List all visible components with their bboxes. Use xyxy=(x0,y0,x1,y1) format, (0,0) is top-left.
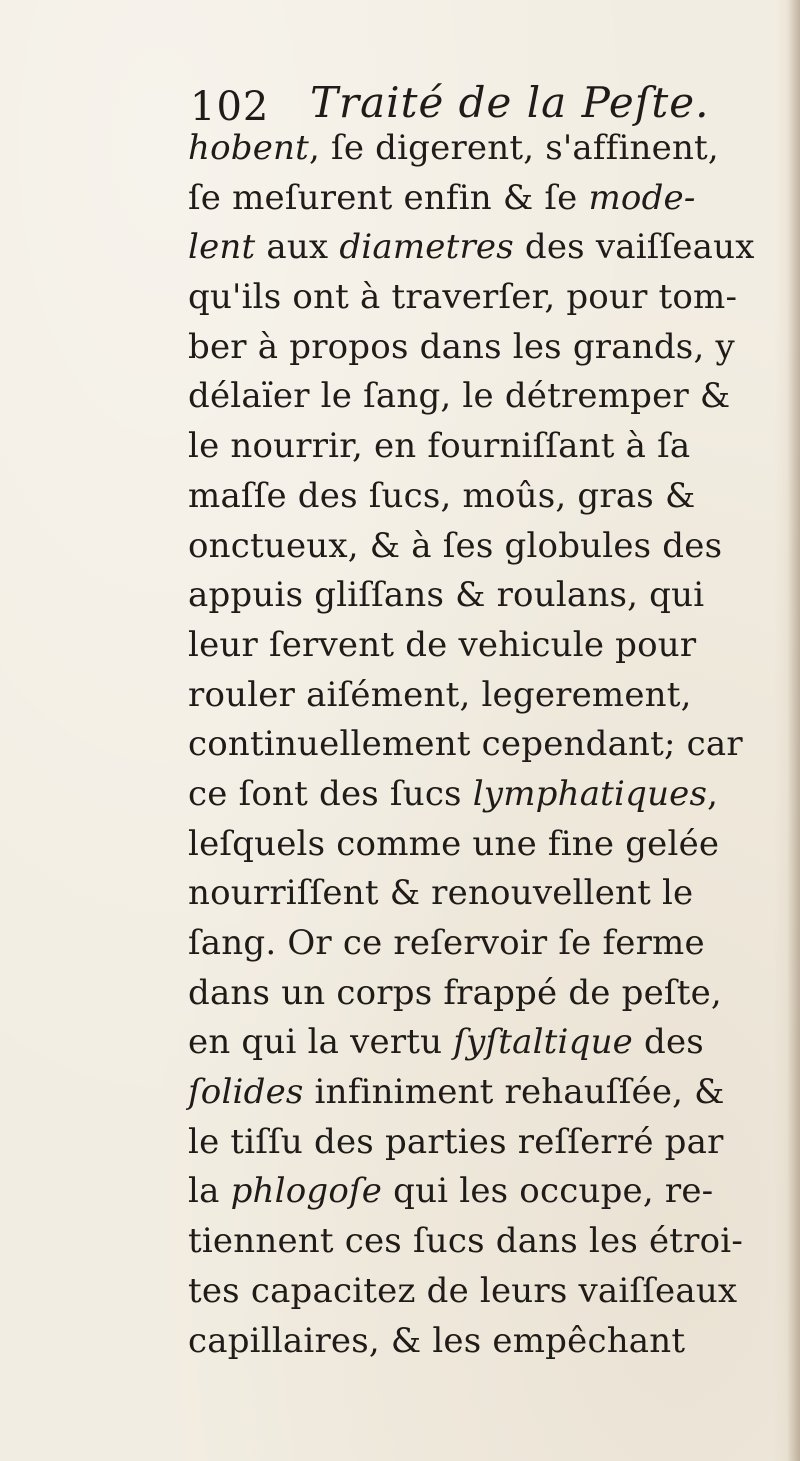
text-segment: appuis gliſſans & roulans, qui xyxy=(188,575,705,616)
text-line xyxy=(188,422,788,472)
text-segment: ſang. Or ce reſervoir ſe ferme xyxy=(188,923,705,963)
text-segment: tes capacitez de leurs vaiſſeaux xyxy=(188,1270,738,1311)
text-segment: nourriſſent & renouvellent le xyxy=(188,873,694,914)
text-segment: ſe meſurent enfin & ſe xyxy=(188,177,589,218)
text-line xyxy=(188,720,788,770)
text-segment: le tiſſu des parties reſſerré par xyxy=(188,1121,724,1162)
text-segment: rouler aiſément, legerement, xyxy=(188,674,692,715)
text-line xyxy=(188,671,788,721)
italic-segment: ſolides xyxy=(188,1072,304,1113)
text-segment: leur ſervent de vehicule pour xyxy=(188,624,697,665)
text-segment: capillaires, & les empêchant xyxy=(188,1320,686,1361)
text-line xyxy=(188,1217,788,1267)
text-line xyxy=(188,869,788,919)
text-segment: continuellement cependant; car xyxy=(188,724,743,765)
text-segment: , ſe digerent, s'affinent, xyxy=(309,128,719,168)
text-segment: qu'ils ont à traverſer, pour tom- xyxy=(188,277,738,318)
text-segment: leſquels comme une fine gelée xyxy=(188,823,720,864)
text-line xyxy=(188,1068,788,1118)
italic-segment: mode- xyxy=(588,177,696,218)
text-line xyxy=(188,372,788,422)
text-segment: , xyxy=(707,773,719,814)
text-segment: ce ſont des ſucs xyxy=(188,773,473,814)
text-segment: infiniment rehauſſée, & xyxy=(303,1072,725,1113)
text-body xyxy=(188,124,788,1366)
text-segment: des vaiſſeaux xyxy=(513,227,755,268)
text-line xyxy=(188,1167,788,1217)
text-segment: la xyxy=(188,1171,231,1212)
text-segment: des xyxy=(633,1022,704,1063)
page-number: 102 xyxy=(190,84,270,130)
text-line xyxy=(188,919,788,969)
text-segment: ber à propos dans les grands, y xyxy=(188,326,735,367)
text-line xyxy=(188,1317,788,1367)
text-segment: qui les occupe, re- xyxy=(382,1171,714,1212)
italic-segment: lymphatiques xyxy=(472,773,708,814)
italic-segment: ſyſtaltique xyxy=(453,1022,633,1063)
text-line xyxy=(188,223,788,273)
text-line xyxy=(188,323,788,373)
italic-segment: lent xyxy=(188,227,256,268)
text-segment: tiennent ces ſucs dans les étroi- xyxy=(188,1221,744,1262)
text-segment: aux xyxy=(255,227,340,268)
text-line xyxy=(188,124,788,174)
italic-segment: diametres xyxy=(339,227,514,268)
text-line xyxy=(188,770,788,820)
text-segment: en qui la vertu xyxy=(188,1022,454,1063)
text-segment: dans un corps frappé de peſte, xyxy=(188,972,722,1013)
text-segment: délaïer le ſang, le détremper & xyxy=(188,376,731,417)
text-line xyxy=(188,522,788,572)
text-line xyxy=(188,472,788,522)
text-line xyxy=(188,820,788,870)
text-line xyxy=(188,621,788,671)
text-segment: le nourrir, en fourniſſant à ſa xyxy=(188,426,691,467)
page-header xyxy=(190,78,780,130)
text-line xyxy=(188,969,788,1019)
running-title: Traité de la Peſte. xyxy=(310,78,710,127)
italic-segment: phlogoſe xyxy=(230,1171,383,1212)
text-line xyxy=(188,273,788,323)
text-line xyxy=(188,1018,788,1068)
text-line xyxy=(188,1267,788,1317)
text-line xyxy=(188,174,788,224)
text-segment: maſſe des ſucs, moûs, gras & xyxy=(188,475,696,516)
text-line xyxy=(188,571,788,621)
italic-segment: hobent xyxy=(188,128,310,168)
text-segment: onctueux, & à ſes globules des xyxy=(188,525,723,566)
text-line xyxy=(188,1118,788,1168)
